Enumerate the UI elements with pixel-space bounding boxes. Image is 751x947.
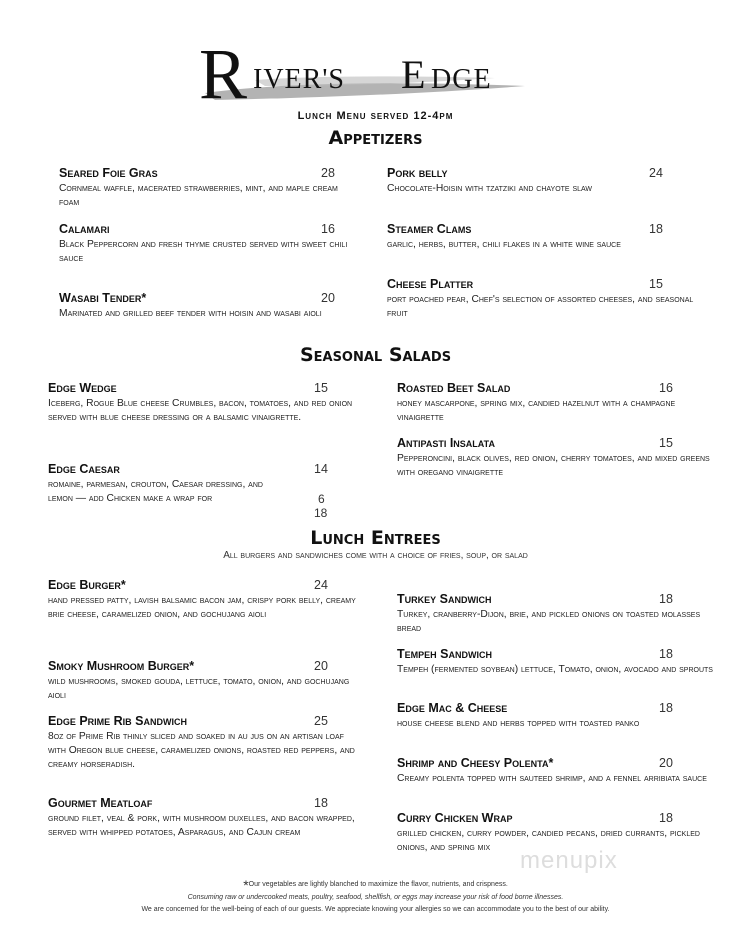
menu-item (397, 380, 717, 425)
item-name: Gourmet Meatloaf (48, 796, 153, 810)
menu-subtitle: Lunch Menu served 12-4pm (297, 110, 454, 122)
item-description: port poached pear, Chef's selection of assorted cheeses, and seasonal fruit (387, 294, 694, 319)
section-heading-entrees: Lunch Entrees (310, 527, 441, 549)
item-price: 18 (649, 222, 663, 236)
item-name: Edge Mac & Cheese (397, 701, 508, 715)
item-name: Curry Chicken Wrap (397, 811, 513, 825)
menu-item (48, 713, 358, 772)
entrees-note: All burgers and sandwiches come with a choice of fries, soup, or salad (223, 550, 528, 561)
item-price: 15 (314, 381, 328, 395)
item-name: Smoky Mushroom Burger* (48, 659, 195, 673)
menu-item (387, 276, 707, 321)
item-price: 18 (659, 811, 673, 825)
item-description: Creamy polenta topped with sauteed shrimp, and a fennel arribiata sauce (397, 773, 707, 784)
item-description: romaine, parmesan, crouton, Caesar dressing, and lemon — add Chicken make a wrap for (48, 479, 263, 504)
item-description: 8oz of Prime Rib thinly sliced and soaked in au jus on an artisan loaf with Oregon blue cheese, caramelized onions, roasted red peppers, and creamy horseradish. (48, 731, 355, 770)
asterisk: * (243, 877, 249, 893)
menu-item (397, 435, 717, 480)
menu-item (397, 591, 717, 636)
menu-item (397, 700, 717, 731)
svg-text:DGE: DGE (431, 64, 492, 95)
footer-line-3: We are concerned for the well-being of each of our guests. We appreciate knowing your allergies so we can accommodate you to the best of our ability. (141, 906, 610, 913)
item-name: Tempeh Sandwich (397, 647, 492, 661)
item-name: Shrimp and Cheesy Polenta* (397, 756, 554, 770)
footer-line-2: Consuming raw or undercooked meats, poultry, seafood, shellfish, or eggs may increase your risk of food borne illnesses. (187, 894, 564, 901)
item-name: Steamer Clams (387, 222, 472, 236)
svg-text:E: E (401, 52, 426, 97)
item-name: Antipasti Insalata (397, 436, 495, 450)
footer-line-1: Our vegetables are lightly blanched to maximize the flavor, nutrients, and crispness. (248, 881, 508, 888)
item-description: garlic, herbs, butter, chili flakes in a white wine sauce (387, 239, 621, 250)
item-description: Chocolate-Hoisin with tzatziki and chayote slaw (387, 183, 593, 194)
item-name: Roasted Beet Salad (397, 381, 511, 395)
item-name: Calamari (59, 222, 110, 236)
item-description: Tempeh (fermented soybean) lettuce, Tomato, onion, avocado and sprouts (397, 664, 713, 675)
menu-item (48, 795, 358, 840)
item-name: Edge Prime Rib Sandwich (48, 714, 187, 728)
section-heading-salads: Seasonal Salads (299, 344, 452, 366)
item-description: Marinated and grilled beef tender with hoisin and wasabi aioli (59, 308, 322, 319)
menu-item (48, 461, 334, 520)
item-name: Cheese Platter (387, 277, 474, 291)
item-price: 18 (659, 701, 673, 715)
item-name: Turkey Sandwich (397, 592, 492, 606)
item-description: ground filet, veal & pork, with mushroom duxelles, and bacon wrapped, served with whipped potatoes, Asparagus, and Cajun cream (48, 813, 355, 838)
menu-item (59, 290, 359, 321)
menu-item (59, 165, 359, 210)
menu-item (48, 577, 358, 622)
item-description: wild mushrooms, smoked gouda, lettuce, tomato, onion, and gochujang aioli (48, 676, 350, 701)
item-price: 20 (659, 756, 673, 770)
addon-price: 6 (318, 492, 325, 506)
menu-item (397, 755, 717, 786)
item-description: Turkey, cranberry-Dijon, brie, and pickled onions on toasted molasses bread (397, 609, 701, 634)
item-description: honey mascarpone, spring mix, candied hazelnut with a champagne vinaigrette (397, 398, 676, 423)
item-description: house cheese blend and herbs topped with toasted panko (397, 718, 640, 729)
menu-item (59, 221, 359, 266)
svg-text:IVER'S: IVER'S (253, 64, 345, 95)
item-description: Pepperoncini, black olives, red onion, cherry tomatoes, and mixed greens with oregano vinaigrette (397, 453, 710, 478)
footer-vegetables-note (0, 877, 751, 893)
item-description: Black Peppercorn and fresh thyme crusted served with sweet chili sauce (59, 239, 348, 264)
item-price: 20 (314, 659, 328, 673)
item-description: grilled chicken, curry powder, candied pecans, dried currants, pickled onions, and spring mix (397, 828, 700, 853)
section-heading-appetizers: Appetizers (328, 127, 423, 149)
item-price: 18 (659, 592, 673, 606)
item-price: 20 (321, 291, 335, 305)
item-price: 25 (314, 714, 328, 728)
item-price: 28 (321, 166, 335, 180)
item-price: 15 (659, 436, 673, 450)
item-description: Cornmeal waffle, macerated strawberries, mint, and maple cream foam (59, 183, 338, 208)
item-price: 16 (321, 222, 335, 236)
menu-item (387, 221, 707, 252)
item-name: Edge Burger* (48, 578, 126, 592)
item-name: Edge Wedge (48, 381, 117, 395)
item-name: Seared Foie Gras (59, 166, 158, 180)
addon-price: 18 (314, 506, 328, 520)
svg-text:R: R (199, 38, 248, 114)
item-description: Iceberg, Rogue Blue cheese Crumbles, bacon, tomatoes, and red onion served with blue cheese dressing or a balsamic vinaigrette. (48, 398, 353, 423)
item-name: Edge Caesar (48, 462, 120, 476)
item-price: 16 (659, 381, 673, 395)
river-s-edge-logo (195, 38, 535, 116)
menu-item (397, 646, 717, 677)
watermark: menupix (520, 847, 618, 874)
item-name: Pork belly (387, 166, 448, 180)
menu-item (48, 658, 358, 703)
item-price: 24 (649, 166, 663, 180)
menu-item (48, 380, 358, 425)
item-name: Wasabi Tender* (59, 291, 147, 305)
item-price: 14 (314, 462, 328, 476)
item-description: hand pressed patty, lavish balsamic bacon jam, crispy pork belly, creamy brie cheese, caramelized onion, and gochujang aioli (48, 595, 356, 620)
item-price: 18 (314, 796, 328, 810)
item-price: 18 (659, 647, 673, 661)
menu-item (387, 165, 707, 196)
item-price: 24 (314, 578, 328, 592)
item-price: 15 (649, 277, 663, 291)
